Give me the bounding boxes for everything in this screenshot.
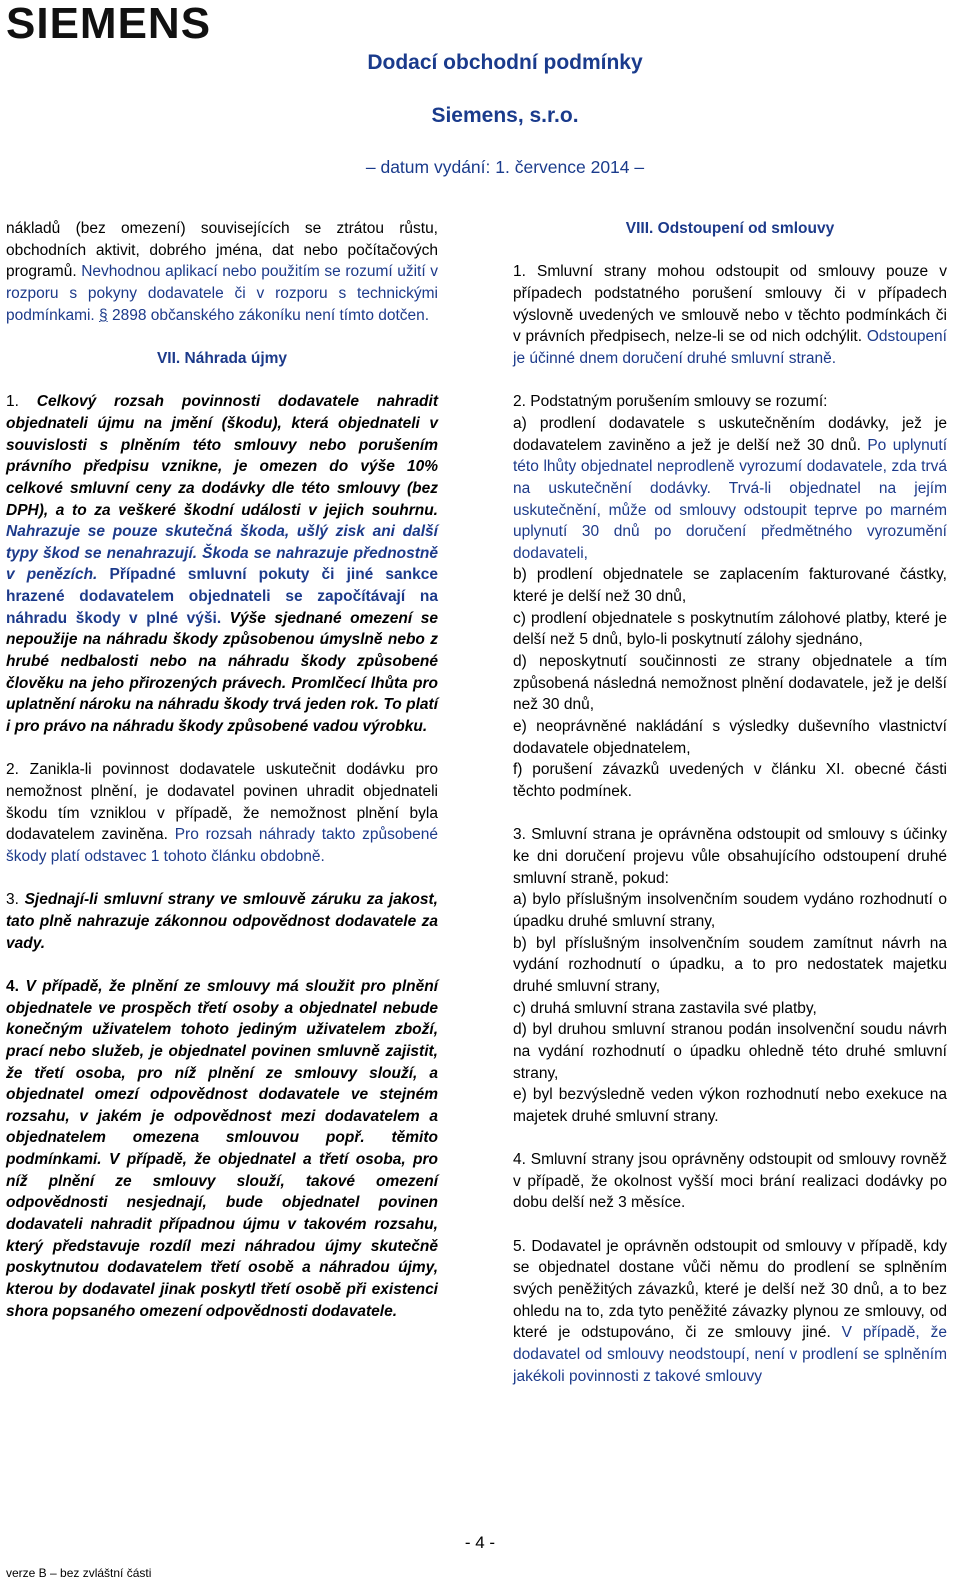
paragraph-2-number: 2. [6, 761, 19, 779]
withdrawal-2-a-text-2: Po uplynutí této lhůty objednatel neprodleně vyrozumí dodavatele, zda trvá na uskutečnění dodávky. Trvá-li objednatel na jejím uskutečnění, může od smlouvy odstoupit teprve po marném uplynutí 30 dnů po doručení předmětného vyrozumění dodavateli, [513, 436, 947, 562]
paragraph-2-text: Zanikla-li povinnost dodavatele uskutečnit dodávku pro nemožnost plnění, je dodavatel povinen uhradit objednateli škodu tím vzniklou v případě, že nemožnost plnění byla dodavatelem zaviněna. [6, 761, 438, 844]
withdrawal-3-a: a) bylo příslušným insolvenčním soudem vydáno rozhodnutí o úpadku druhé smluvní strany, [513, 891, 947, 930]
withdrawal-5-text: 5. Dodavatel je oprávněn odstoupit od smlouvy v případě, kdy se objednatel dostane vůči němu do prodlení se splněním svých peněžitých závazků, které je delší než 30 dnů, a to bez ohledu na to, zda tyto peněžité závazky plynou ze smlouvy, od které je odstupováno, či ze smlouvy jiné. [513, 1237, 947, 1342]
paragraph-4 [6, 976, 438, 1323]
paragraph-3-number: 3. [6, 891, 19, 909]
withdrawal-2-e: e) neoprávněné nakládání s výsledky duševního vlastnictví dodavatele objednatelem, [513, 718, 947, 757]
intro-text-2: Nevhodnou aplikací nebo použitím se rozumí užití v rozporu s pokyny dodavatele či v rozporu s technickými podmínkami. [6, 263, 438, 324]
issue-date: – datum vydání: 1. července 2014 – [365, 157, 645, 177]
withdrawal-2-a-text: a) prodlení dodavatele s uskutečněním dodávky, jež je dodavatelem zaviněno a jež je delší než 30 dnů. [513, 414, 947, 454]
withdrawal-2-d: d) neposkytnutí součinnosti ze strany objednatele a tím způsobená následná nemožnost plnění dodavatele, jež je delší než 30 dnů, [513, 653, 947, 714]
paragraph-1-number: 1. [6, 393, 19, 411]
paragraph-1 [6, 391, 438, 738]
paragraph-3-text: Sjednají-li smluvní strany ve smlouvě záruku za jakost, tato plně nahrazuje zákonnou odpovědnost dodavatele za vady. [6, 891, 438, 952]
paragraph-2-text-2: Pro rozsah náhrady takto způsobené škody platí odstavec 1 tohoto článku obdobně. [6, 826, 438, 865]
left-column [6, 218, 438, 1322]
company-name: Siemens, s.r.o. [431, 104, 579, 127]
withdrawal-5-text-2: V případě, že dodavatel od smlouvy neodstoupí, není v prodlení se splněním jakékoli povinnosti z takové smlouvy [513, 1324, 947, 1385]
paragraph-4-number: 4. [6, 977, 19, 995]
withdrawal-paragraph-5 [513, 1236, 947, 1388]
siemens-logo: SIEMENS [6, 0, 212, 48]
withdrawal-3-lead: 3. Smluvní strana je oprávněna odstoupit od smlouvy s účinky ke dni doručení projevu vůle obsahujícího odstoupení druhé smluvní straně, pokud: [513, 826, 947, 887]
section-heading-vii: VII. Náhrada újmy [156, 349, 288, 367]
paragraph-1-bold: Případné smluvní pokuty či jiné sankce hrazené dodavatelem objednateli se započítávají na náhradu škody v plné výši. [6, 566, 438, 627]
paragraph-3 [6, 889, 438, 954]
paragraph-4-text: V případě, že plnění ze smlouvy má sloužit pro plnění objednatele ve prospěch třetí osoby a objednatel nebude konečným uživatelem tohoto jediným uživatelem zboží, prací nebo služeb, je objednatel povinen smluvně zajistit, že třetí osoba, pro níž plnění ze smlouvy slouží, a objednatel omezí odpovědnost dodavatele ve stejném rozsahu, v jakém je odpovědnost mezi dodavatelem a objednatelem omezena smlouvou popř. těmito podmínkami. V případě, že objednatel a třetí osoba, pro níž plnění ze smlouvy slouží, takové omezení odpovědnosti nesjednají, bude objednatel povinen dodavateli nahradit případnou újmu v takovém rozsahu, který představuje rozdíl mezi náhradou újmy skutečně poskytnutou dodavatelem třetí osobě a náhradou újmy, kterou by dodavatel jinak poskytl třetí osobě při existenci shora popsaného omezení odpovědnosti dodavatele. [6, 977, 438, 1320]
page-number: - 4 - [464, 1533, 496, 1552]
paragraph-1-text-2: Nahrazuje se pouze skutečná škoda, ušlý zisk ani další typy škod se nenahrazují. Škoda se nahrazuje přednostně v penězích. [6, 523, 438, 584]
section-heading-viii: VIII. Odstoupení od smlouvy [625, 220, 835, 237]
section-symbol-link[interactable]: § [99, 306, 108, 324]
version-note: verze B – bez zvláštní části [6, 1566, 152, 1580]
withdrawal-2-b: b) prodlení objednatele se zaplacením fakturované částky, které je delší než 30 dnů, [513, 566, 947, 606]
withdrawal-3-d: d) byl druhou smluvní stranou podán insolvenční soudu návrh na vydání rozhodnutí o úpadku ohledně této druhé smluvní strany, [513, 1021, 947, 1082]
withdrawal-paragraph-4: 4. Smluvní strany jsou oprávněny odstoupit od smlouvy rovněž v případě, že okolnost vyšší moci brání realizaci dodávky po dobu delší než 3 měsíce. [513, 1151, 947, 1212]
paragraph-1-text: Celkový rozsah povinnosti dodavatele nahradit objednateli újmu na jmění (škodu), která objednateli v souvislosti s plněním této smlouvy nebo porušením právního předpisu vznikne, je omezen do výše 10% celkové smluvní ceny za dodávky dle této smlouvy (bez DPH), a to za veškeré škodní události v jejich souhrnu. [6, 393, 438, 519]
document-title: Dodací obchodní podmínky [367, 51, 643, 74]
right-column [513, 218, 947, 1387]
withdrawal-3-c: c) druhá smluvní strana zastavila své platby, [513, 999, 817, 1017]
paragraph-2 [6, 759, 438, 867]
intro-text-3: 2898 občanského zákoníku není tímto dotčen. [107, 306, 430, 324]
withdrawal-2-a [513, 413, 947, 565]
withdrawal-3-e: e) byl bezvýsledně veden výkon rozhodnutí nebo exekuce na majetek druhé smluvní strany. [513, 1086, 947, 1125]
withdrawal-2-f: f) porušení závazků uvedených v článku XI. obecné části těchto podmínek. [513, 761, 947, 801]
intro-paragraph [6, 218, 438, 326]
paragraph-1-text-3: Výše sjednané omezení se nepoužije na náhradu škody způsobenou úmyslně nebo z hrubé nedbalosti nebo na náhradu škody způsobené člověku na jeho přirozených právech. Promlčecí lhůta pro uplatnění nároku na náhradu škody trvá jeden rok. To platí i pro právo na náhradu škody způsobené vadou výrobku. [6, 609, 438, 736]
withdrawal-3-b: b) byl příslušným insolvenčním soudem zamítnut návrh na vydání rozhodnutí o úpadku, a to pro nedostatek majetku druhé smluvní strany, [513, 934, 947, 995]
withdrawal-2-lead: 2. Podstatným porušením smlouvy se rozumí: [513, 393, 828, 411]
withdrawal-1-text: 1. Smluvní strany mohou odstoupit od smlouvy pouze v případech podstatného porušení smlouvy či v případech výslovně uvedených ve smlouvě nebo v těchto podmínkách či v právních předpisech, nelze-li se od nich odchýlit. [513, 263, 947, 346]
intro-text-1: nákladů (bez omezení) souvisejících se ztrátou růstu, obchodních aktivit, dobrého jména, dat nebo počítačových programů. [6, 220, 438, 281]
withdrawal-1-text-2: Odstoupení je účinné dnem doručení druhé smluvní straně. [513, 328, 947, 367]
withdrawal-paragraph-1 [513, 261, 947, 369]
withdrawal-2-c: c) prodlení objednatele s poskytnutím zálohové platby, které je delší než 5 dnů, bylo-li poskytnutí zálohy sjednáno, [513, 609, 947, 649]
